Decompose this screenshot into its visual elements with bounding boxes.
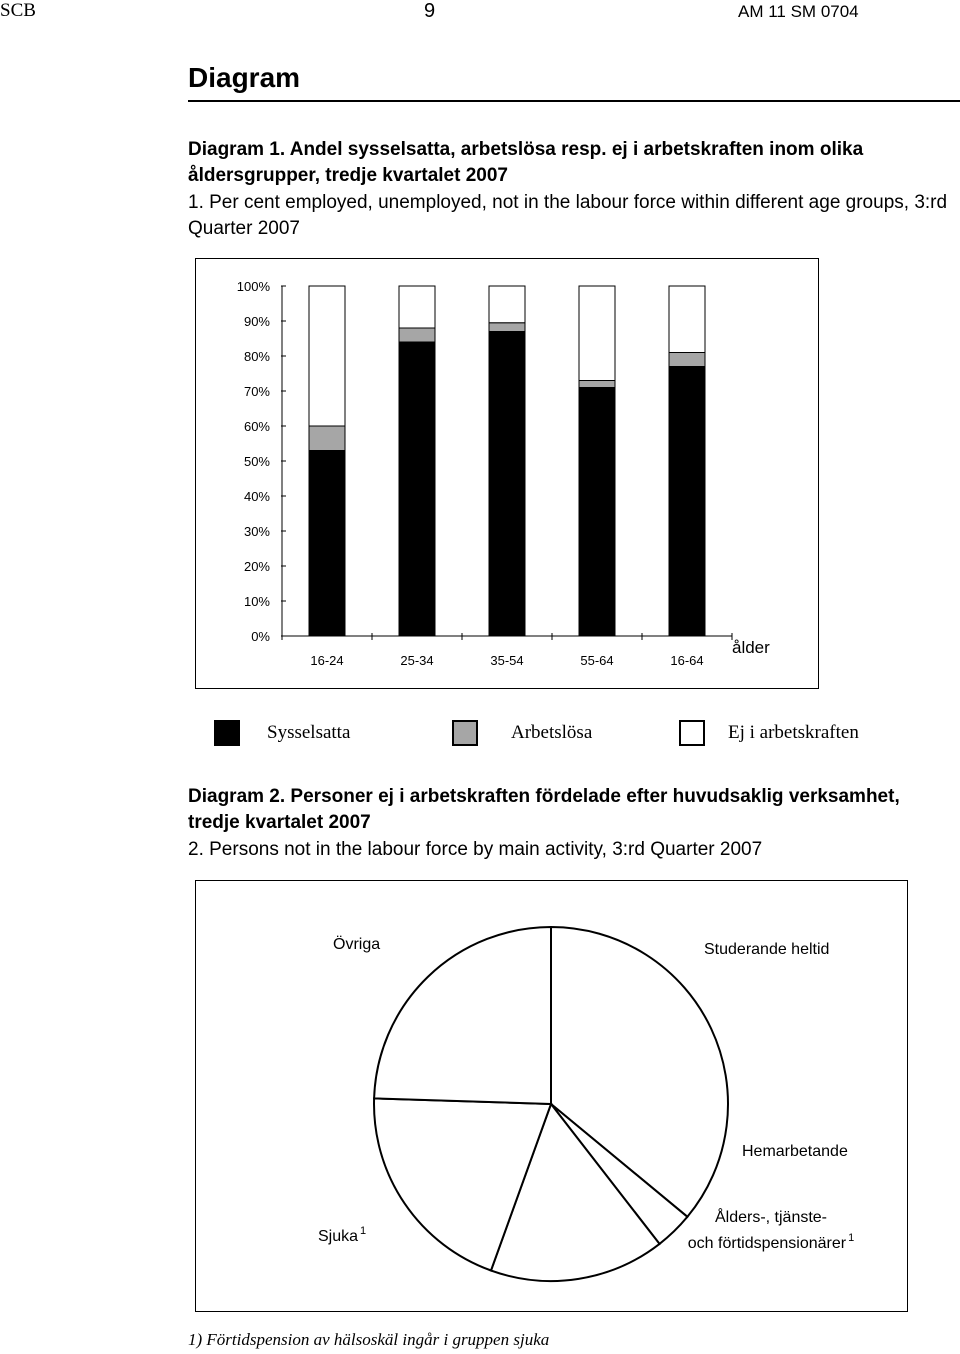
pie-label-superscript: 1 (360, 1225, 367, 1237)
page-number: 9 (424, 0, 436, 22)
bar-sysselsatta-55-64 (579, 388, 615, 637)
x-tick-label: 35-54 (490, 653, 524, 668)
legend-label-ej-i-arbetskraften: Ej i arbetskraften (728, 722, 859, 743)
diagram1-caption-en: 1. Per cent employed, unemployed, not in the labour force within different age groups, 3:rd Quarter 2007 (188, 192, 948, 239)
y-tick-label: 100% (236, 279, 270, 294)
legend-swatch-sysselsatta (214, 720, 240, 746)
pie-label: Studerande heltid (704, 941, 830, 958)
y-tick-label: 0% (251, 629, 270, 644)
pie-label-superscript: 1 (848, 1232, 855, 1244)
legend-label-arbetslosa: Arbetslösa (511, 722, 593, 743)
bar-arbetslosa-16-64 (669, 353, 705, 367)
diagram2-caption-sv: Diagram 2. Personer ej i arbetskraften fördelade efter huvudsaklig verksamhet, tredje kvartalet 2007 (188, 786, 900, 833)
pie-label: Sjuka $^1$ (318, 1225, 367, 1245)
bar-ej-i-arbetskraften-35-54 (489, 286, 525, 323)
document-code: AM 11 SM 0704 (738, 2, 859, 21)
y-tick-label: 50% (243, 454, 270, 469)
bar-ej-i-arbetskraften-55-64 (579, 286, 615, 381)
diagram1-caption-sv: Diagram 1. Andel sysselsatta, arbetslösa resp. ej i arbetskraften inom olika åldersgrupper, tredje kvartalet 2007 (188, 139, 864, 186)
pie-label: och förtidspensionärer $^1$ (687, 1232, 855, 1252)
x-tick-label: 25-34 (400, 653, 434, 668)
y-tick-label: 40% (243, 489, 270, 504)
section-title: Diagram (188, 62, 301, 93)
bar-ej-i-arbetskraften-25-34 (399, 286, 435, 328)
x-tick-label: 55-64 (580, 653, 614, 668)
bar-ej-i-arbetskraften-16-64 (669, 286, 705, 353)
y-tick-label: 20% (243, 559, 270, 574)
y-tick-label: 30% (243, 524, 270, 539)
bar-sysselsatta-25-34 (399, 342, 435, 636)
pie-label: Ålders-, tjänste- (714, 1209, 828, 1226)
bar-sysselsatta-35-54 (489, 332, 525, 637)
header-org: SCB (0, 0, 36, 21)
footnote: 1) Förtidspension av hälsoskäl ingår i gruppen sjuka (188, 1330, 550, 1349)
x-tick-label: 16-64 (670, 653, 704, 668)
pie-label: Övriga (333, 936, 381, 953)
bar-chart (196, 259, 818, 688)
bar-sysselsatta-16-24 (309, 451, 345, 637)
bar-arbetslosa-35-54 (489, 323, 525, 332)
x-axis-label: ålder (732, 638, 770, 657)
y-tick-label: 90% (243, 314, 270, 329)
pie-chart-frame (195, 880, 908, 1312)
legend-label-sysselsatta: Sysselsatta (267, 722, 351, 743)
bar-arbetslosa-25-34 (399, 328, 435, 342)
bar-sysselsatta-16-64 (669, 367, 705, 637)
pie-chart (196, 881, 907, 1311)
bar-ej-i-arbetskraften-16-24 (309, 286, 345, 426)
y-tick-label: 10% (243, 594, 270, 609)
diagram2-caption-en: 2. Persons not in the labour force by main activity, 3:rd Quarter 2007 (188, 839, 763, 860)
pie-label: Hemarbetande (742, 1143, 848, 1160)
pie-slice-ovriga (374, 927, 551, 1104)
bar-arbetslosa-55-64 (579, 381, 615, 388)
bar-arbetslosa-16-24 (309, 426, 345, 451)
y-tick-label: 60% (243, 419, 270, 434)
legend-swatch-arbetslosa (452, 720, 478, 746)
title-rule (188, 100, 960, 102)
bar-chart-frame (195, 258, 819, 689)
x-tick-label: 16-24 (310, 653, 344, 668)
legend-swatch-ej-i-arbetskraften (679, 720, 705, 746)
y-tick-label: 80% (243, 349, 270, 364)
y-tick-label: 70% (243, 384, 270, 399)
